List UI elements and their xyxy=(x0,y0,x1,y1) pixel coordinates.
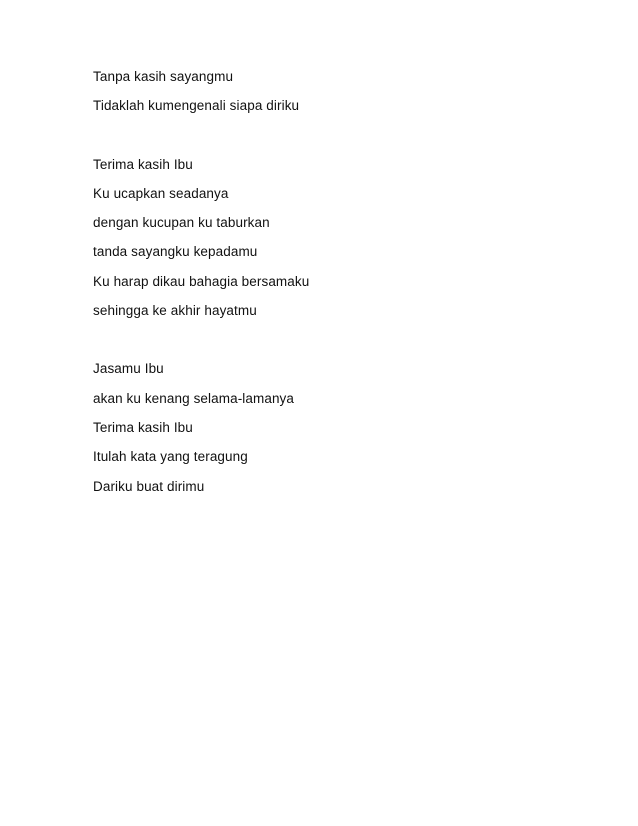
poem-line: Ku harap dikau bahagia bersamaku xyxy=(93,273,310,289)
poem-line: Terima kasih Ibu xyxy=(93,156,193,172)
poem-line: Tanpa kasih sayangmu xyxy=(93,69,234,84)
poem-text xyxy=(93,62,573,501)
poem-line: tanda sayangku kepadamu xyxy=(93,244,258,260)
poem-line: dengan kucupan ku taburkan xyxy=(93,215,270,231)
poem-line: Tidaklah kumengenali siapa diriku xyxy=(93,98,300,114)
stanza-1 xyxy=(93,62,573,121)
poem-line: Dariku buat dirimu xyxy=(93,478,205,494)
poem-line: Ku ucapkan seadanya xyxy=(93,185,229,201)
poem-line: sehingga ke akhir hayatmu xyxy=(93,303,257,319)
stanza-2 xyxy=(93,150,573,326)
poem-line: akan ku kenang selama-lamanya xyxy=(93,390,295,406)
poem-line: Itulah kata yang teragung xyxy=(93,449,248,465)
poem-line: Jasamu Ibu xyxy=(93,361,164,377)
stanza-3 xyxy=(93,354,573,500)
poem-line: Terima kasih Ibu xyxy=(93,419,193,435)
